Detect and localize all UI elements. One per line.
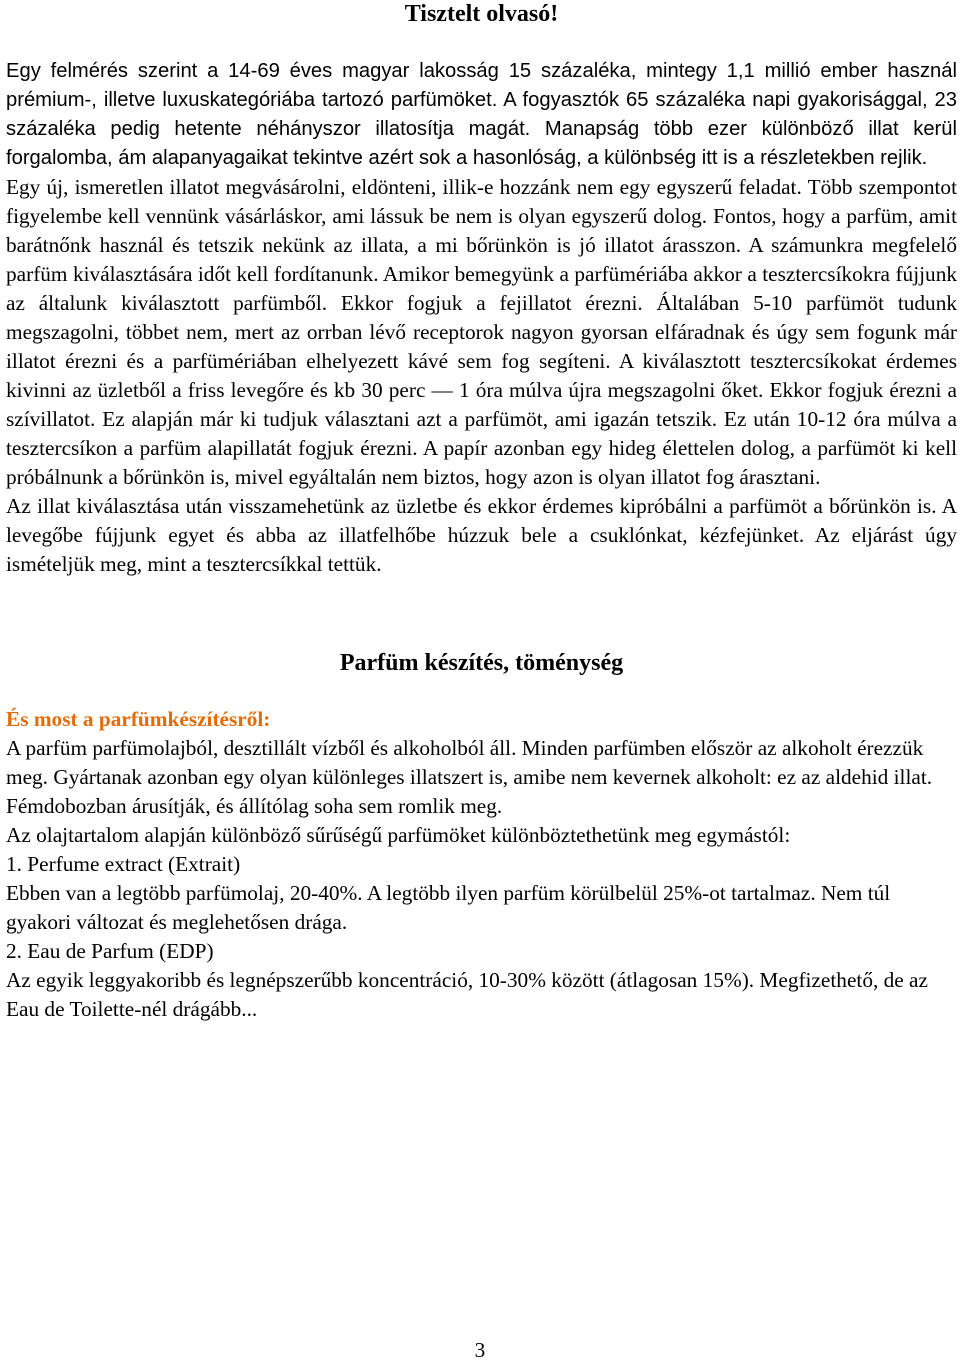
section-title: Parfüm készítés, töménység: [339, 650, 624, 676]
sub-heading: És most a parfümkészítésről:: [6, 707, 271, 731]
body-paragraph: Az olajtartalom alapján különböző sűrűségű parfümöket különböztethetünk meg egymástól:: [6, 823, 791, 847]
body-paragraph: Egy új, ismeretlen illatot megvásárolni, eldönteni, illik-e hozzánk nem egy egyszerű feladat. Több szempontot figyelembe kell vennünk vásárláskor, ami lássuk be nem is olyan egyszerű dolog. Fontos, hogy a parfüm, amit barátnőnk használ és tetszik nekünk az illata, a mi bőrünkön is jó illatot árasszon. A számunkra megfelelő parfüm kiválasztására időt kell fordítanunk. Amikor bemegyünk a parfümériába akkor a tesztercsíkokra fújjunk az általunk kiválasztott parfümből. Ekkor fogjuk a fejillatot érezni. Általában 5-10 parfümöt tudunk megszagolni, többet nem, mert az orrban lévő receptorok nagyon gyorsan elfáradnak és úgy sem fogunk már illatot érezni és a parfümériában elhelyezett kávé sem fog segíteni. A kiválasztott tesztercsíkokat érdemes kivinni az üzletből a friss levegőre és kb 30 perc — 1 óra múlva újra megszagolni őket. Ekkor fogjuk érezni a szívillatot. Ez alapján már ki tudjuk választani azt a parfümöt, ami igazán tetszik. Ez után 10-12 óra múlva a tesztercsíkon a parfüm alapillatát fogjuk érezni. A papír azonban egy hideg élettelen dolog, a parfümöt ki kell próbálnunk a bőrünkön is, mivel egyáltalán nem biztos, hogy azon is olyan illatot fog árasztani.: [6, 175, 957, 489]
body-paragraph: Az illat kiválasztása után visszamehetünk az üzletbe és ekkor érdemes kipróbálni a parfümöt a bőrünkön is. A levegőbe fújjunk egyet és abba az illatfelhőbe húzzuk bele a csuklónkat, kézfejünket. Az eljárást úgy ismételjük meg, mint a tesztercsíkkal tettük.: [6, 494, 957, 576]
body-paragraph: Az egyik leggyakoribb és legnépszerűbb koncentráció, 10-30% között (átlagosan 15%). Megfizethető, de az Eau de Toilette-nél drágább...: [6, 968, 928, 1021]
list-item-heading: 2. Eau de Parfum (EDP): [6, 939, 214, 963]
page-title: Tisztelt olvasó!: [404, 1, 559, 27]
body-paragraph: A parfüm parfümolajból, desztillált vízből és alkoholból áll. Minden parfümben először az alkoholt érezzük meg. Gyártanak azonban egy olyan különleges illatszert is, amibe nem kevernek alkoholt: ez az aldehid illat. Fémdobozban árusítják, és állítólag soha sem romlik meg.: [6, 736, 933, 818]
intro-paragraph: Egy felmérés szerint a 14-69 éves magyar lakosság 15 százaléka, mintegy 1,1 millió ember használ prémium-, illetve luxuskategóriába tartozó parfümöket. A fogyasztók 65 százaléka napi gyakorisággal, 23 százaléka pedig hetente néhányszor illatosítja magát. Manapság több ezer különböző illat kerül forgalomba, ám alapanyagaikat tekintve azért sok a hasonlóság, a különbség itt is a részletekben rejlik.: [6, 60, 957, 169]
list-item-heading: 1. Perfume extract (Extrait): [6, 852, 241, 876]
page-number: 3: [474, 1338, 486, 1362]
document-page: [6, 0, 957, 1024]
body-paragraph: Ebben van a legtöbb parfümolaj, 20-40%. A legtöbb ilyen parfüm körülbelül 25%-ot tartalmaz. Nem túl gyakori változat és meglehetősen drága.: [6, 881, 891, 934]
